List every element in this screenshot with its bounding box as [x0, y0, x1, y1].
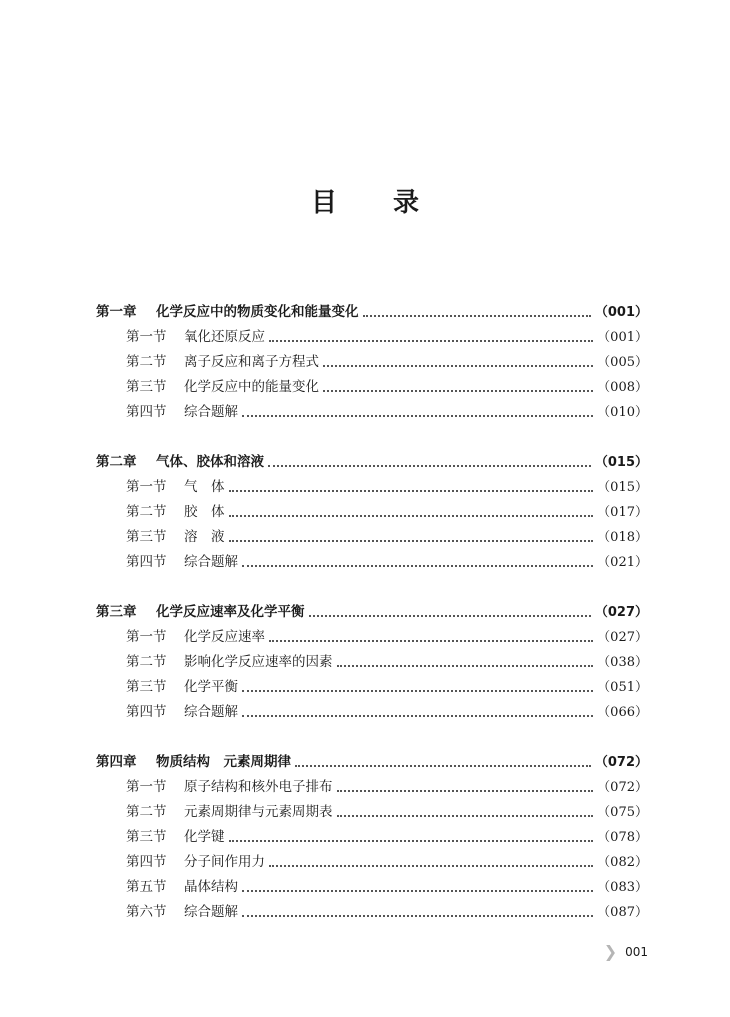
chapter-block [96, 300, 648, 425]
leader-dots [269, 639, 593, 642]
page-ref: （075） [597, 805, 648, 820]
leader-dots [309, 614, 591, 617]
leader-dots [242, 714, 593, 717]
page-ref: （001） [597, 330, 648, 345]
leader-dots [242, 689, 593, 692]
leader-dots [337, 789, 594, 792]
section-number: 第二节 [126, 354, 167, 370]
page-ref: （072） [594, 755, 648, 770]
leader-dots [337, 664, 594, 667]
section-number: 第一节 [126, 479, 167, 495]
page-ref: （015） [597, 480, 648, 495]
section-number: 第四节 [126, 704, 167, 720]
toc-entry-chapter[interactable] [96, 450, 648, 475]
page-ref: （027） [594, 605, 648, 620]
leader-dots [337, 814, 594, 817]
toc-entry-section[interactable] [96, 900, 648, 925]
section-title: 元素周期律与元素周期表 [184, 804, 333, 820]
toc-entry-section[interactable] [96, 625, 648, 650]
page-title: 目录 [310, 188, 475, 218]
toc-entry-section[interactable] [96, 475, 648, 500]
page-ref: （087） [597, 905, 648, 920]
toc-entry-section[interactable] [96, 875, 648, 900]
leader-dots [242, 564, 593, 567]
section-title: 综合题解 [184, 704, 238, 720]
chapter-block [96, 450, 648, 575]
chapter-number: 第四章 [96, 754, 137, 770]
section-title: 影响化学反应速率的因素 [184, 654, 333, 670]
section-number: 第一节 [126, 779, 167, 795]
chapter-title: 化学反应中的物质变化和能量变化 [156, 304, 359, 320]
toc-entry-section[interactable] [96, 325, 648, 350]
chevron-right-icon: ❯ [603, 942, 618, 961]
page-ref: （078） [597, 830, 648, 845]
toc-entry-section[interactable] [96, 850, 648, 875]
page-ref: （018） [597, 530, 648, 545]
toc-entry-section[interactable] [96, 650, 648, 675]
leader-dots [268, 464, 591, 467]
section-title: 气 体 [184, 479, 225, 495]
section-title: 离子反应和离子方程式 [184, 354, 319, 370]
toc-entry-section[interactable] [96, 400, 648, 425]
page-ref: （027） [597, 630, 648, 645]
chapter-number: 第三章 [96, 604, 137, 620]
section-number: 第四节 [126, 854, 167, 870]
chapter-block [96, 750, 648, 925]
page-ref: （082） [597, 855, 648, 870]
page-ref: （010） [597, 405, 648, 420]
page-ref: （021） [597, 555, 648, 570]
toc-entry-section[interactable] [96, 550, 648, 575]
chapter-block [96, 600, 648, 725]
chapter-number: 第二章 [96, 454, 137, 470]
toc-entry-section[interactable] [96, 800, 648, 825]
section-number: 第二节 [126, 504, 167, 520]
chapter-title: 化学反应速率及化学平衡 [156, 604, 305, 620]
section-number: 第四节 [126, 404, 167, 420]
chapter-number: 第一章 [96, 304, 137, 320]
leader-dots [242, 414, 593, 417]
table-of-contents [96, 300, 648, 950]
leader-dots [295, 764, 591, 767]
toc-entry-section[interactable] [96, 700, 648, 725]
section-number: 第二节 [126, 804, 167, 820]
section-title: 胶 体 [184, 504, 225, 520]
section-title: 化学键 [184, 829, 225, 845]
leader-dots [229, 839, 594, 842]
section-title: 氧化还原反应 [184, 329, 265, 345]
toc-entry-section[interactable] [96, 825, 648, 850]
leader-dots [323, 389, 593, 392]
section-title: 原子结构和核外电子排布 [184, 779, 333, 795]
leader-dots [242, 889, 593, 892]
leader-dots [229, 539, 594, 542]
section-title: 溶 液 [184, 529, 225, 545]
section-number: 第一节 [126, 329, 167, 345]
section-number: 第三节 [126, 829, 167, 845]
page-ref: （066） [597, 705, 648, 720]
leader-dots [323, 364, 593, 367]
section-title: 化学平衡 [184, 679, 238, 695]
section-number: 第六节 [126, 904, 167, 920]
page-ref: （051） [597, 680, 648, 695]
page-ref: （015） [594, 455, 648, 470]
leader-dots [363, 314, 591, 317]
toc-entry-section[interactable] [96, 675, 648, 700]
toc-entry-chapter[interactable] [96, 300, 648, 325]
page-ref: （017） [597, 505, 648, 520]
page-ref: （072） [597, 780, 648, 795]
page-ref: （083） [597, 880, 648, 895]
page-ref: （001） [594, 305, 648, 320]
section-number: 第四节 [126, 554, 167, 570]
toc-entry-section[interactable] [96, 500, 648, 525]
page-ref: （038） [597, 655, 648, 670]
section-title: 化学反应速率 [184, 629, 265, 645]
section-number: 第五节 [126, 879, 167, 895]
page-ref: （008） [597, 380, 648, 395]
section-title: 综合题解 [184, 404, 238, 420]
section-number: 第三节 [126, 379, 167, 395]
toc-entry-section[interactable] [96, 525, 648, 550]
leader-dots [269, 339, 593, 342]
section-number: 第三节 [126, 529, 167, 545]
section-title: 综合题解 [184, 904, 238, 920]
section-number: 第一节 [126, 629, 167, 645]
section-number: 第二节 [126, 654, 167, 670]
page-folio [604, 942, 648, 961]
chapter-title: 物质结构 元素周期律 [156, 754, 291, 770]
page-number: 001 [625, 944, 648, 959]
section-title: 综合题解 [184, 554, 238, 570]
page-ref: （005） [597, 355, 648, 370]
section-title: 分子间作用力 [184, 854, 265, 870]
section-number: 第三节 [126, 679, 167, 695]
toc-entry-section[interactable] [96, 775, 648, 800]
leader-dots [269, 864, 593, 867]
toc-entry-chapter[interactable] [96, 600, 648, 625]
section-title: 化学反应中的能量变化 [184, 379, 319, 395]
toc-entry-section[interactable] [96, 350, 648, 375]
section-title: 晶体结构 [184, 879, 238, 895]
leader-dots [242, 914, 593, 917]
toc-entry-chapter[interactable] [96, 750, 648, 775]
leader-dots [229, 489, 594, 492]
chapter-title: 气体、胶体和溶液 [156, 454, 264, 470]
leader-dots [229, 514, 594, 517]
toc-entry-section[interactable] [96, 375, 648, 400]
